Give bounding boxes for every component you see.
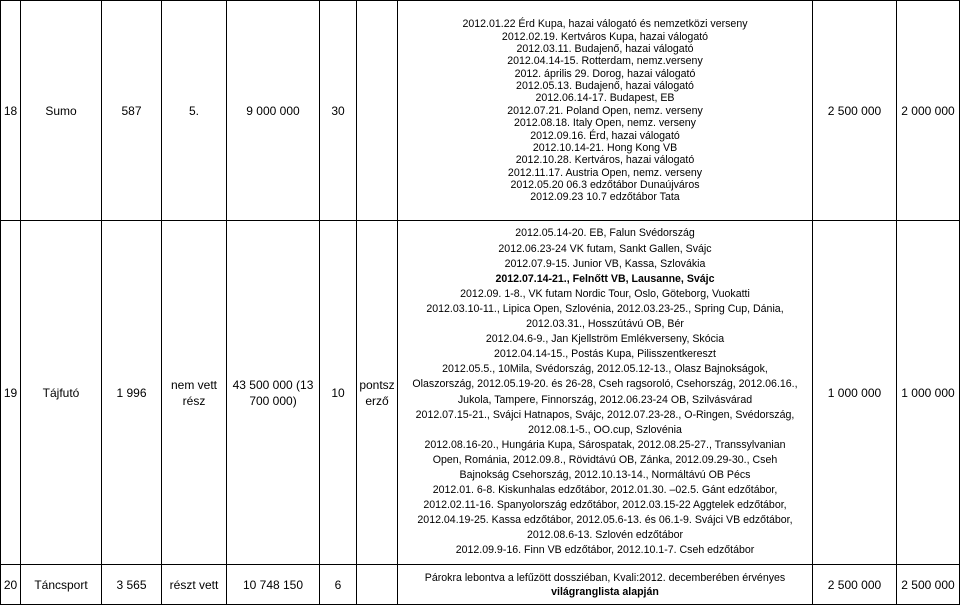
event-line: 2012.02.11-16. Spanyolország edzőtábor, 2012.03.15-22 Aggtelek edzőtábor, xyxy=(423,499,787,512)
athlete-count: 587 xyxy=(102,1,162,221)
event-line: Jukola, Tampere, Finnország, 2012.06.23-24 OB, Szilvásvárad xyxy=(457,393,753,406)
event-line: 2012.09.23 10.7 edzőtábor Tata xyxy=(530,191,680,204)
event-line: 2012.03.11. Budajenő, hazai válogató xyxy=(516,43,694,56)
event-line: 2012.01. 6-8. Kiskunhalas edzőtábor, 2012.01.30. –02.5. Gánt edzőtábor, xyxy=(432,484,778,497)
table-row-tancsport xyxy=(1,565,960,605)
athlete-count: 1 996 xyxy=(102,221,162,565)
athlete-count: 3 565 xyxy=(102,565,162,605)
event-line: Olaszország, 2012.05.19-20. és 26-28, Cseh ragsoroló, Csehország, 2012.06.16., xyxy=(412,378,798,391)
funding-amount: 9 000 000 xyxy=(227,1,320,221)
value-1: 1 000 000 xyxy=(813,221,897,565)
row-number: 20 xyxy=(1,565,21,605)
event-line: 2012.08.16-20., Hungária Kupa, Sárospatak, 2012.08.25-27., Transsylvanian xyxy=(424,438,786,451)
event-list xyxy=(398,1,813,221)
event-line: 2012.05.20 06.3 edzőtábor Dunaújváros xyxy=(510,178,700,191)
table-row-sumo xyxy=(1,1,960,221)
event-line: 2012. április 29. Dorog, hazai válogató xyxy=(514,67,696,80)
ranking: részt vett xyxy=(162,565,227,605)
event-line: 2012.07.15-21., Svájci Hatnapos, Svájc, 2012.07.23-28., O-Ringen, Svédország, xyxy=(415,408,795,421)
value-2: 2 000 000 xyxy=(897,1,960,221)
event-line: 2012.07.9-15. Junior VB, Kassa, Szlovákia xyxy=(504,257,706,270)
event-line: 2012.06.14-17. Budapest, EB xyxy=(535,92,675,105)
event-line: 2012.07.14-21., Felnőtt VB, Lausanne, Svájc xyxy=(495,272,715,285)
event-line: 2012.02.19. Kertváros Kupa, hazai válogató xyxy=(501,30,709,43)
event-line: Bajnokság Csehország, 2012.10.13-14., Normáltávú OB Pécs xyxy=(459,468,751,481)
funding-amount: 43 500 000 (13 700 000) xyxy=(227,221,320,565)
event-line: 2012.05.13. Budajenő, hazai válogató xyxy=(516,80,694,93)
event-line: 2012.05.14-20. EB, Falun Svédország xyxy=(515,227,695,240)
event-line: 2012.04.14-15. Rotterdam, nemz.verseny xyxy=(507,55,703,68)
row-number: 19 xyxy=(1,221,21,565)
event-line: 2012.04.14-15., Postás Kupa, Pilisszentkereszt xyxy=(493,348,716,361)
funding-amount: 10 748 150 xyxy=(227,565,320,605)
event-line: 2012.04.19-25. Kassa edzőtábor, 2012.05.6-13. és 06.1-9. Svájci VB edzőtábor, xyxy=(417,514,793,527)
event-line: 2012.04.6-9., Jan Kjellström Emlékverseny, Skócia xyxy=(485,333,725,346)
event-line: 2012.09. 1-8., VK futam Nordic Tour, Oslo, Göteborg, Vuokatti xyxy=(460,287,750,300)
sport-name: Tájfutó xyxy=(21,221,102,565)
row-number: 18 xyxy=(1,1,21,221)
event-line: 2012.07.21. Poland Open, nemz. verseny xyxy=(507,104,703,117)
event-line: 2012.06.23-24 VK futam, Sankt Gallen, Svájc xyxy=(498,242,712,255)
event-line: 2012.03.10-11., Lipica Open, Szlovénia, 2012.03.23-25., Spring Cup, Dánia, xyxy=(426,302,784,315)
event-list xyxy=(398,565,813,605)
event-line: 2012.10.14-21. Hong Kong VB xyxy=(532,141,678,154)
sport-name: Táncsport xyxy=(21,565,102,605)
ranking: 5. xyxy=(162,1,227,221)
category xyxy=(357,565,398,605)
event-line: 2012.03.31., Hosszútávú OB, Bér xyxy=(526,318,684,331)
table-row-tajfuto xyxy=(1,221,960,565)
event-line: Open, Románia, 2012.09.8., Rövidtávú OB, Zánka, 2012.09.29-30., Cseh xyxy=(432,453,778,466)
event-line: 2012.09.16. Érd, hazai válogató xyxy=(530,129,680,142)
event-line: 2012.05.5., 10Mila, Svédország, 2012.05.12-13., Olasz Bajnokságok, xyxy=(442,363,768,376)
event-list xyxy=(398,221,813,565)
value-1: 2 500 000 xyxy=(813,1,897,221)
sport-name: Sumo xyxy=(21,1,102,221)
event-line: 2012.08.6-13. Szlovén edzőtábor xyxy=(526,529,684,542)
event-line: 2012.08.18. Italy Open, nemz. verseny xyxy=(514,117,696,130)
event-line: 2012.08.1-5., OO.cup, Szlovénia xyxy=(528,423,682,436)
value-2: 1 000 000 xyxy=(897,221,960,565)
event-line: 2012.01.22 Érd Kupa, hazai válogató és nemzetközi verseny xyxy=(462,18,748,31)
value-1: 2 500 000 xyxy=(813,565,897,605)
points: 30 xyxy=(320,1,357,221)
ranking: nem vett rész xyxy=(162,221,227,565)
points: 6 xyxy=(320,565,357,605)
event-line: világranglista alapján xyxy=(551,585,659,598)
event-line: 2012.11.17. Austria Open, nemz. verseny xyxy=(507,166,703,179)
event-line: Párokra lebontva a lefűzött dossziéban, Kvali:2012. decemberében érvényes xyxy=(424,571,786,584)
value-2: 2 500 000 xyxy=(897,565,960,605)
category xyxy=(357,1,398,221)
category: pontszerző xyxy=(357,221,398,565)
points: 10 xyxy=(320,221,357,565)
event-line: 2012.09.9-16. Finn VB edzőtábor, 2012.10.1-7. Cseh edzőtábor xyxy=(455,544,755,557)
event-line: 2012.10.28. Kertváros, hazai válogató xyxy=(515,154,695,167)
